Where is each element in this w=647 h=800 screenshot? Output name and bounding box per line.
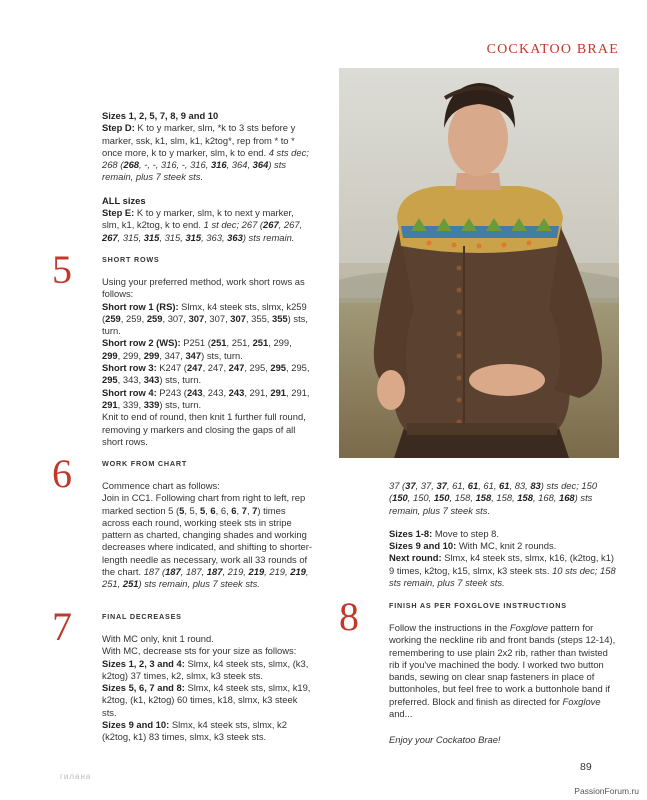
short-rows-block: Using your preferred method, work short rows as follows: Short row 1 (RS): Slmx, k4 steek sts, slmx, k259 (259, 259, 259, 307, 307, 307, 307, 355, 355) sts, turn. Short row 2 (WS): P251 (251, 251, 251, 299, 299, 299, 299, 347, 347) sts, turn. Short row 3: K247 (247, 247, 247, 295, 295, 295, 295, 343, 343) sts, turn. Short row 4: P243 (243, 243, 243, 291, 291, 291, 291, 339, 339) sts, turn. Knit to end of round, then knit 1 further full round, removing y markers and closing the gaps of all short rows. <box>102 276 312 448</box>
step-d-e-block: Sizes 1, 2, 5, 7, 8, 9 and 10 Step D: K to y marker, slm, *k to 3 sts before y marker, ssk, k1, slm, k1, k2tog*, rep from * to * once more, k to y marker, slm, k to end. 4 sts dec; 268 (268, -, -, 316, -, 316, 316, 364, 364) sts remain, plus 7 steek sts. ALL sizes Step E: K to y marker, slm, k to next y marker, slm, k1, k2tog, k to end. 1 st dec; 267 (267, 267, 267, 315, 315, 315, 315, 363, 363) sts remain. <box>102 110 309 243</box>
step-e-label: Step E: <box>102 207 135 219</box>
work-from-chart-block: Commence chart as follows: Join in CC1. Following chart from right to left, rep marked section 5 (5, 5, 5, 6, 6, 6, 7, 7) times across each round, working steek sts in stripe pattern as charted, changing shades and working decreases where indicated, and shifting to shorter-length needle as necessary, work all 33 rounds of the chart. 187 (187, 187, 187, 219, 219, 219, 219, 251, 251) sts remain, plus 7 steek sts. <box>102 480 313 590</box>
section-heading-work-from-chart: WORK FROM CHART <box>102 459 188 468</box>
short-rows-intro: Using your preferred method, work short rows as follows: <box>102 276 305 300</box>
step-number-7: 7 <box>52 604 72 649</box>
section-heading-final-decreases: FINAL DECREASES <box>102 612 182 621</box>
short-rows-outro: Knit to end of round, then knit 1 further full round, removing y markers and closing the gaps of all short rows. <box>102 411 306 447</box>
step-e-text: K to y marker, slm, k to next y marker, slm, k1, k2tog, k to end. <box>102 207 294 231</box>
step-d-text: K to y marker, slm, *k to 3 sts before y marker, ssk, k1, slm, k1, k2tog*, rep from * to * once more, k to y marker, slm, k to end. <box>102 122 296 158</box>
page-number: 89 <box>580 761 592 773</box>
final-decreases-block: With MC only, knit 1 round. With MC, decrease sts for your size as follows: Sizes 1, 2, 3 and 4: Slmx, k4 steek sts, slmx, (k3, k2tog) 37 times, k2, slmx, k3 steek sts. Sizes 5, 6, 7 and 8: Slmx, k4 steek sts, slmx, k19, k2tog, (k1, k2tog) 60 times, k18, slmx, k3 steek sts. Sizes 9 and 10: Slmx, k4 steek sts, slmx, k2 (k2tog, k1) 83 times, slmx, k3 steek sts. <box>102 633 311 743</box>
finish-block: Follow the instructions in the Foxglove pattern for working the neckline rib and front bands (steps 12-14), remembering to use plain 2x2 rib, rather than twisted rib if you've machined the body. I worked two button bands, sewing on clear snap fasteners in place of buttonholes, but feel free to work a buttonhole band if preferred. Block and finish as directed for Foxglove and... Enjoy your Cockatoo Brae! <box>389 622 616 746</box>
footer-watermark-left: гилана <box>60 772 92 781</box>
section-heading-finish: FINISH AS PER FOXGLOVE INSTRUCTIONS <box>389 601 567 610</box>
enjoy-note: Enjoy your Cockatoo Brae! <box>389 734 501 746</box>
step-d-label: Step D: <box>102 122 135 134</box>
step-number-6: 6 <box>52 451 72 496</box>
step-d-result: 4 sts dec; 268 ( <box>102 146 309 171</box>
all-sizes-heading: ALL sizes <box>102 194 146 206</box>
section-heading-short-rows: SHORT ROWS <box>102 255 160 264</box>
page-title: COCKATOO BRAE <box>486 42 619 57</box>
step-number-5: 5 <box>52 247 72 292</box>
site-watermark: PassionForum.ru <box>574 786 639 796</box>
model-photo <box>339 68 619 458</box>
final-decreases-continued: 37 (37, 37, 37, 61, 61, 61, 61, 83, 83) sts dec; 150 (150, 150, 150, 158, 158, 158, 158, 168, 168) sts remain, plus 7 steek sts. Sizes 1-8: Move to step 8. Sizes 9 and 10: With MC, knit 2 rounds. Next round: Slmx, k4 steek sts, slmx, k16, (k2tog, k1) 9 times, k2tog, k15, slmx, k3 steek sts. 10 sts dec; 158 sts remain, plus 7 steek sts. <box>389 480 616 589</box>
step-number-8: 8 <box>339 594 359 639</box>
sizes-heading: Sizes 1, 2, 5, 7, 8, 9 and 10 <box>102 110 219 121</box>
